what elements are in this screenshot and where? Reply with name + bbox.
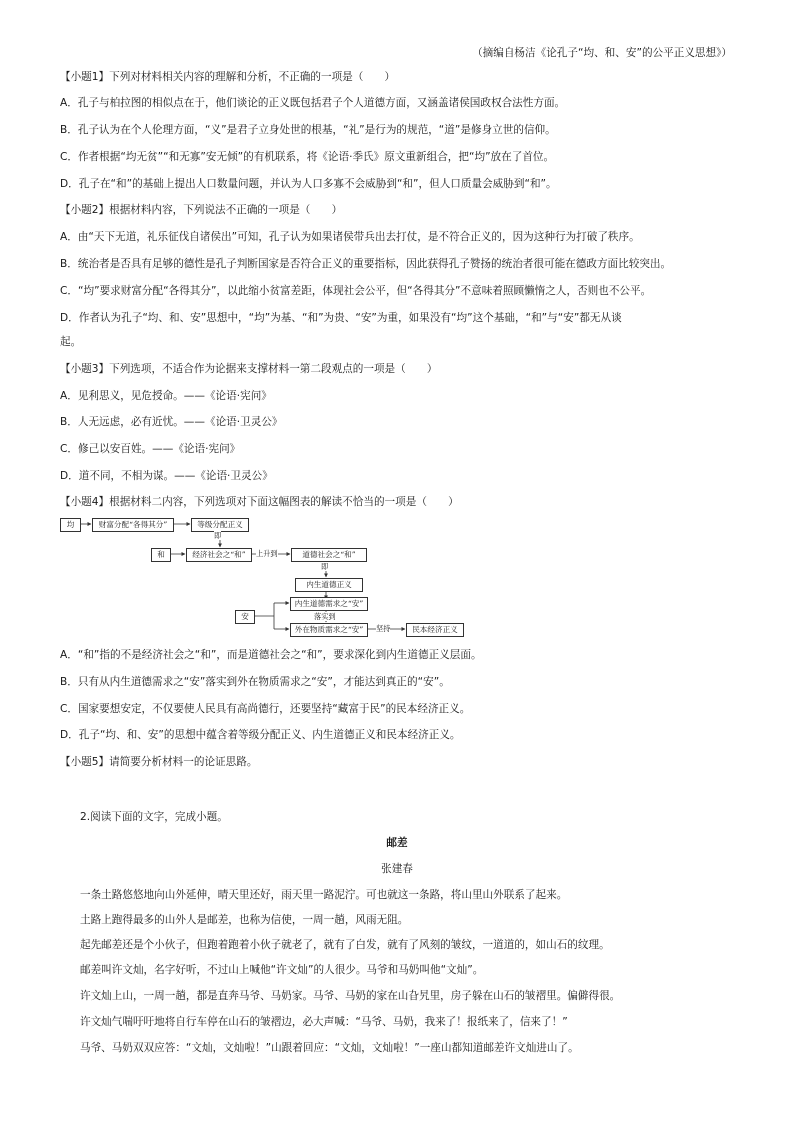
article-title: 邮差 [386,837,408,849]
question-3-option-a: A．见利思义，见危授命。——《论语·宪问》 [60,390,272,402]
diagram-label-ji-1: 即 [214,531,222,540]
question-1-option-c: C．作者根据“均无贫”“和无寡”安无倾”的有机联系，将《论语·季氏》原文重新组合，把“均”放在了首位。 [60,151,555,163]
article-paragraph: 土路上跑得最多的山外人是邮差，也称为信使，一周一趟，风雨无阻。 [80,914,409,926]
article-paragraph: 许文灿气喘吁吁地将自行车停在山石的皱褶边，必大声喊：“马爷、马奶，我来了！报纸来了，信来了！” [80,1016,568,1028]
question-4-option-d: D．孔子“均、和、安”的思想中蕴含着等级分配正义、内生道德正义和民本经济正义。 [60,729,461,741]
reading-instruction: 2.阅读下面的文字，完成小题。 [80,811,228,823]
article-paragraph: 马爷、马奶双双应答：“文灿，文灿啦！”山跟着回应：“文灿，文灿啦！”一座山都知道邮差许文灿进山了。 [80,1042,579,1054]
diagram-node-inner-moral-need: 内生道德需求之“安” [290,597,368,611]
question-3-option-c: C．修己以安百姓。——《论语·宪问》 [60,443,241,455]
diagram-label-ji-2: 即 [321,562,329,571]
question-4-option-b: B．只有从内生道德需求之“安”落实到外在物质需求之“安”，才能达到真正的“安”。 [60,676,450,688]
diagram-label-rise-to: 上升到 [256,549,278,558]
concept-diagram [60,517,470,641]
question-1-option-d: D．孔子在“和”的基础上提出人口数量问题，并认为人口多寡不会威胁到“和”，但人口质量会威胁到“和”。 [60,178,557,190]
article-paragraph: 邮差叫许文灿，名字好听，不过山上喊他“许文灿”的人很少。马爷和马奶叫他“文灿”。 [80,964,484,976]
diagram-node-moral-harmony: 道德社会之“和” [291,548,367,562]
diagram-node-inner-moral-justice: 内生道德正义 [295,578,363,592]
article-author: 张建春 [381,863,413,875]
question-4-option-a: A．“和”指的不是经济社会之“和”，而是道德社会之“和”，要求深化到内生道德正义层面。 [60,649,482,661]
article-paragraph: 起先邮差还是个小伙子，但跑着跑着小伙子就老了，就有了白发，就有了风刻的皱纹，一道道的，如山石的纹理。 [80,939,610,951]
diagram-label-implement: 落实到 [314,612,336,621]
diagram-label-insist: 坚持 [376,624,391,633]
question-4-option-c: C．国家要想安定，不仅要使人民具有高尚德行，还要坚持“藏富于民”的民本经济正义。 [60,703,471,715]
question-3-stem: 【小题3】下列选项，不适合作为论据来支撑材料一第二段观点的一项是（ ） [60,363,438,375]
question-2-option-d-continued: 起。 [60,336,82,348]
question-2-option-c: C．“均”要求财富分配“各得其分”，以此缩小贫富差距，体现社会公平，但“各得其分”不意味着照顾懒惰之人，否则也不公平。 [60,285,652,297]
diagram-node-wealth-distribution: 财富分配“各得其分” [92,518,174,532]
source-citation: （摘编自杨洁《论孔子“均、和、安”的公平正义思想》） [472,47,732,59]
question-1-option-a: A．孔子与柏拉图的相似点在于，他们谈论的正义既包括君子个人道德方面，又涵盖诸侯国政权合法性方面。 [60,97,566,109]
question-2-option-d: D．作者认为孔子“均、和、安”思想中，“均”为基、“和”为贵、“安”为重，如果没有“均”这个基础，“和”与“安”都无从谈 [60,312,622,324]
question-2-option-b: B．统治者是否具有足够的德性是孔子判断国家是否符合正义的重要指标，因此获得孔子赞扬的统治者很可能在德政方面比较突出。 [60,258,672,270]
question-2-stem: 【小题2】根据材料内容，下列说法不正确的一项是（ ） [60,204,343,216]
question-2-option-a: A．由“天下无道，礼乐征伐自诸侯出”可知，孔子认为如果诸侯带兵出去打仗，是不符合正义的，因为这种行为打破了秩序。 [60,231,640,243]
diagram-node-hierarchical-justice: 等级分配正义 [191,518,249,532]
diagram-node-an: 安 [235,610,255,624]
diagram-node-people-economic-justice: 民本经济正义 [406,623,464,637]
question-3-option-b: B．人无远虑，必有近忧。——《论语·卫灵公》 [60,416,283,428]
article-paragraph: 一条土路悠悠地向山外延伸，晴天里还好，雨天里一路泥泞。可也就这一条路，将山里山外联系了起来。 [80,889,568,901]
diagram-node-economic-harmony: 经济社会之“和” [186,548,252,562]
question-5-stem: 【小题5】请简要分析材料一的论证思路。 [60,756,258,768]
diagram-node-he: 和 [151,548,171,562]
question-1-option-b: B．孔子认为在个人伦理方面，“义”是君子立身处世的根基，“礼”是行为的规范，“道”是修身立世的信仰。 [60,124,556,136]
article-paragraph: 许文灿上山，一周一趟，都是直奔马爷、马奶家。马爷、马奶的家在山旮旯里，房子躲在山石的皱褶里。偏僻得很。 [80,990,621,1002]
diagram-node-jun: 均 [60,518,81,532]
question-4-stem: 【小题4】根据材料二内容，下列选项对下面这幅图表的解读不恰当的一项是（ ） [60,496,459,508]
question-1-stem: 【小题1】下列对材料相关内容的理解和分析，不正确的一项是（ ） [60,71,396,83]
question-3-option-d: D．道不同，不相为谋。——《论语·卫灵公》 [60,470,273,482]
diagram-node-outer-material-need: 外在物质需求之“安” [290,623,368,637]
